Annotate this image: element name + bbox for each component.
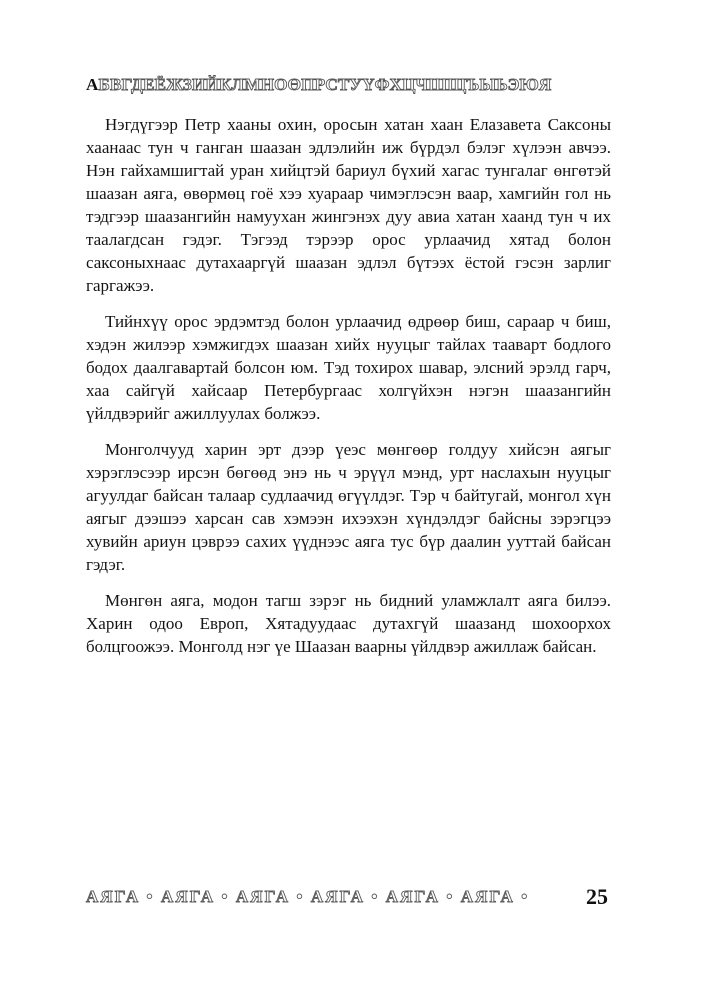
paragraph: Тийнхүү орос эрдэмтэд болон урлаачид өдрөөр биш, сараар ч биш, хэдэн жилээр хэмжигдэх шаазан хийх нууцыг тайлах таавapт бодлого бодох даалгавартай болсон юм. Тэд тохирох шавар, элсний эрэлд гарч, хаа сайгүй хайсаар Петербургаас холгүйхэн нэгэн шаазангийн үйлдвэрийг ажиллуулах болжээ. — [86, 312, 611, 423]
page-footer — [86, 886, 616, 914]
alphabet-header — [86, 73, 616, 97]
article-body — [86, 113, 611, 671]
paragraph: Нэгдүгээр Петр хааны охин, оросын хатан хаан Елазавета Саксоны хаанаас тун ч ганган шаазан эдлэлийн иж бүрдэл бэлэг хүлээн авчээ. Нэн гайхамшигтай уран хийцтэй бариул бүхий хагас тунгалаг өнгөтэй шаазан аяга, өвөрмөц гоё хээ хуараар чимэглэсэн ваар, хамгийн гол нь тэдгээр шаазангийн намуухан жингэнэх дуу авиа хатан хаанд тун ч их таалагдсан гэдэг. Тэгээд тэрээр орос урлаачид хятад болон саксоныхнаас дутахааргүй шаазан эдлэл бүтээх ёстой гэсэн зарлиг гаргажээ. — [86, 115, 611, 295]
page-number: 25 — [586, 884, 608, 909]
paragraph: Монголчууд харин эрт дээр үеэс мөнгөөр голдуу хийсэн аягыг хэрэглэсээр ирсэн бөгөөд энэ нь ч эрүүл мэнд, урт наслахын нууцыг агуулдаг байсан талаар судлаачид өгүүлдэг. Тэр ч байтугай, монгол хүн аягыг дээшээ харсан сав хэмээн ихээхэн хүндэлдэг байсны зэрэгцээ хувийн ариун цэврээ сахих үүднээс аяга тус бүр даалин ууттай байсан гэдэг. — [86, 440, 611, 574]
alphabet-remaining-letters: БВГДЕЁЖЗИЙКЛМНОӨПРСТУҮФХЦЧШЩЪЫЬЭЮЯ — [98, 75, 552, 94]
alphabet-first-letter: А — [86, 75, 99, 94]
paragraph: Мөнгөн аяга, модон тагш зэрэг нь бидний уламжлалт аяга билээ. Харин одоо Европ, Хятадуудаас дутахгүй шаазанд шохоорхох болцгоожээ. Монголд нэг үе Шаазан ваарны үйлдвэр ажиллаж байсан. — [86, 591, 611, 656]
running-title: АЯГА • АЯГА • АЯГА • АЯГА • АЯГА • АЯГА • — [86, 887, 530, 906]
